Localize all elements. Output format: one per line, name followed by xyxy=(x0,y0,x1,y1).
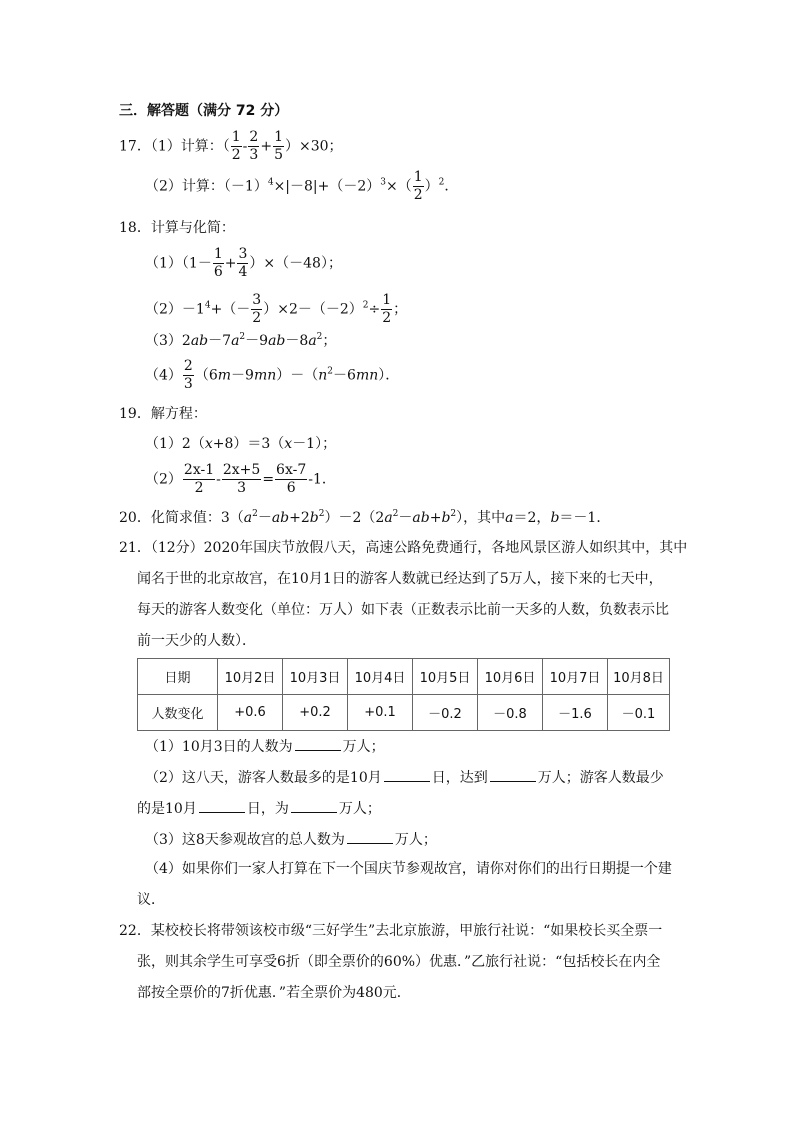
table-value-cell: +0.6 xyxy=(218,695,283,731)
table-value-cell: －0.8 xyxy=(478,695,543,731)
table-row xyxy=(138,659,670,695)
table-date-cell: 10月4日 xyxy=(348,659,413,695)
question-18-part-2: $(2)-1^4+(-$ $\frac{3}{2}$ ）$\times 2-(-2)^2\div$ $\frac{1}{2}$ ； xyxy=(145,292,408,326)
question-21-line-2: 闻名于世的北京故宫，在10月1日的游客人数就已经达到了5万人，接下来的七天中， xyxy=(137,571,663,587)
fraction: $\frac{6x-7}{6}$ xyxy=(276,462,307,496)
fraction: $\frac{3}{2}$ xyxy=(252,292,262,326)
question-21-sub-3: （3）这8天参观故宫的总人数为 万人； xyxy=(145,832,437,848)
question-number: 17． xyxy=(119,138,151,155)
table-header-cell: 日期 xyxy=(138,659,218,695)
table-date-cell: 10月6日 xyxy=(478,659,543,695)
question-18-part-1: （1）（1－ $\frac{1}{6}$ + $\frac{3}{4}$ ）×（－48）； xyxy=(145,246,342,280)
question-22-line-1: 22．某校校长将带领该校市级“三好学生”去北京旅游，甲旅行社说：“如果校长买全票一 xyxy=(119,923,663,939)
question-22-line-2: 张，则其余学生可享受6折（即全票价的60%）优惠．”乙旅行社说：“包括校长在内全 xyxy=(137,954,661,970)
table-value-cell: +0.1 xyxy=(348,695,413,731)
table-date-cell: 10月3日 xyxy=(283,659,348,695)
question-21-sub-2-cont: 的是10月 日，为 万人； xyxy=(137,801,381,817)
question-21-sub-4-cont: 议． xyxy=(137,892,165,908)
question-18-heading: 18．计算与化简： xyxy=(119,220,235,236)
fraction: $\frac{1}{2}$ xyxy=(231,129,241,163)
question-19-part-1: （1）2（x+8）＝3（x－1）； xyxy=(145,436,337,452)
table-value-cell: －0.2 xyxy=(413,695,478,731)
table-row xyxy=(138,695,670,731)
fraction: $\frac{1}{2}$ xyxy=(413,169,423,203)
answer-blank[interactable] xyxy=(295,738,341,751)
question-18-part-3: $(3)2ab-7a^2-9ab-8a^2$； xyxy=(145,332,337,349)
fraction: $\frac{3}{4}$ xyxy=(238,246,248,280)
question-20: 20．化简求值：$3(a^2-ab+2b^2)-2(2a^2-ab+b^2)$，其中a＝2，b＝－1． xyxy=(119,509,611,526)
answer-blank[interactable] xyxy=(347,831,393,844)
fraction: $\frac{2}{3}$ xyxy=(183,358,193,392)
table-value-cell: +0.2 xyxy=(283,695,348,731)
table-header-cell: 人数变化 xyxy=(138,695,218,731)
question-21-line-3: 每天的游客人数变化（单位：万人）如下表（正数表示比前一天多的人数，负数表示比 xyxy=(137,602,669,618)
section-title: 三．解答题（满分 72 分） xyxy=(119,103,289,119)
question-18-part-4: （4） $\frac{2}{3}$ $(6m-9mn)-(n^2-6mn)$． xyxy=(145,358,400,392)
table-value-cell: －0.1 xyxy=(608,695,670,731)
fraction: $\frac{2x-1}{2}$ xyxy=(183,462,215,496)
fraction: $\frac{1}{5}$ xyxy=(274,129,283,163)
table-date-cell: 10月5日 xyxy=(413,659,478,695)
answer-blank[interactable] xyxy=(291,800,337,813)
question-19-part-2: （2） $\frac{2x-1}{2}$ - $\frac{2x+5}{3}$ = $\frac{6x-7}{6}$ -1． xyxy=(145,462,336,496)
answer-blank[interactable] xyxy=(199,800,245,813)
table-value-cell: －1.6 xyxy=(543,695,608,731)
fraction: $\frac{1}{2}$ xyxy=(382,292,392,326)
table-date-cell: 10月8日 xyxy=(608,659,670,695)
question-22-line-3: 部按全票价的7折优惠．”若全票价为480元． xyxy=(137,985,411,1001)
question-17-part-1: 17．（1）计算：（ $\frac{1}{2}$ - $\frac{2}{3}$ + $\frac{1}{5}$ ）×30； xyxy=(119,129,343,163)
answer-blank[interactable] xyxy=(384,769,430,782)
table-date-cell: 10月7日 xyxy=(543,659,608,695)
visitor-change-table xyxy=(137,658,670,731)
answer-blank[interactable] xyxy=(490,769,536,782)
fraction: $\frac{1}{6}$ xyxy=(213,246,223,280)
fraction: $\frac{2}{3}$ xyxy=(249,129,259,163)
question-17-part-2: （2）计算：$(-1)^4\times|-8|+(-2)^3\times$（ $\frac{1}{2}$ ）$^2$． xyxy=(145,169,459,203)
question-21-sub-1: （1）10月3日的人数为 万人； xyxy=(145,739,385,755)
fraction: $\frac{2x+5}{3}$ xyxy=(222,462,261,496)
question-21-sub-4: （4）如果你们一家人打算在下一个国庆节参观故宫，请你对你们的出行日期提一个建 xyxy=(145,861,672,877)
table-date-cell: 10月2日 xyxy=(218,659,283,695)
question-21-sub-2: （2）这八天，游客人数最多的是10月 日，达到 万人；游客人数最少 xyxy=(145,770,664,786)
question-21-line-4: 前一天少的人数）． xyxy=(137,633,256,649)
question-19-heading: 19．解方程： xyxy=(119,406,207,422)
question-21-line-1: 21．（12分）2020年国庆节放假八天，高速公路免费通行，各地风景区游人如织其中，其中 xyxy=(119,540,688,556)
